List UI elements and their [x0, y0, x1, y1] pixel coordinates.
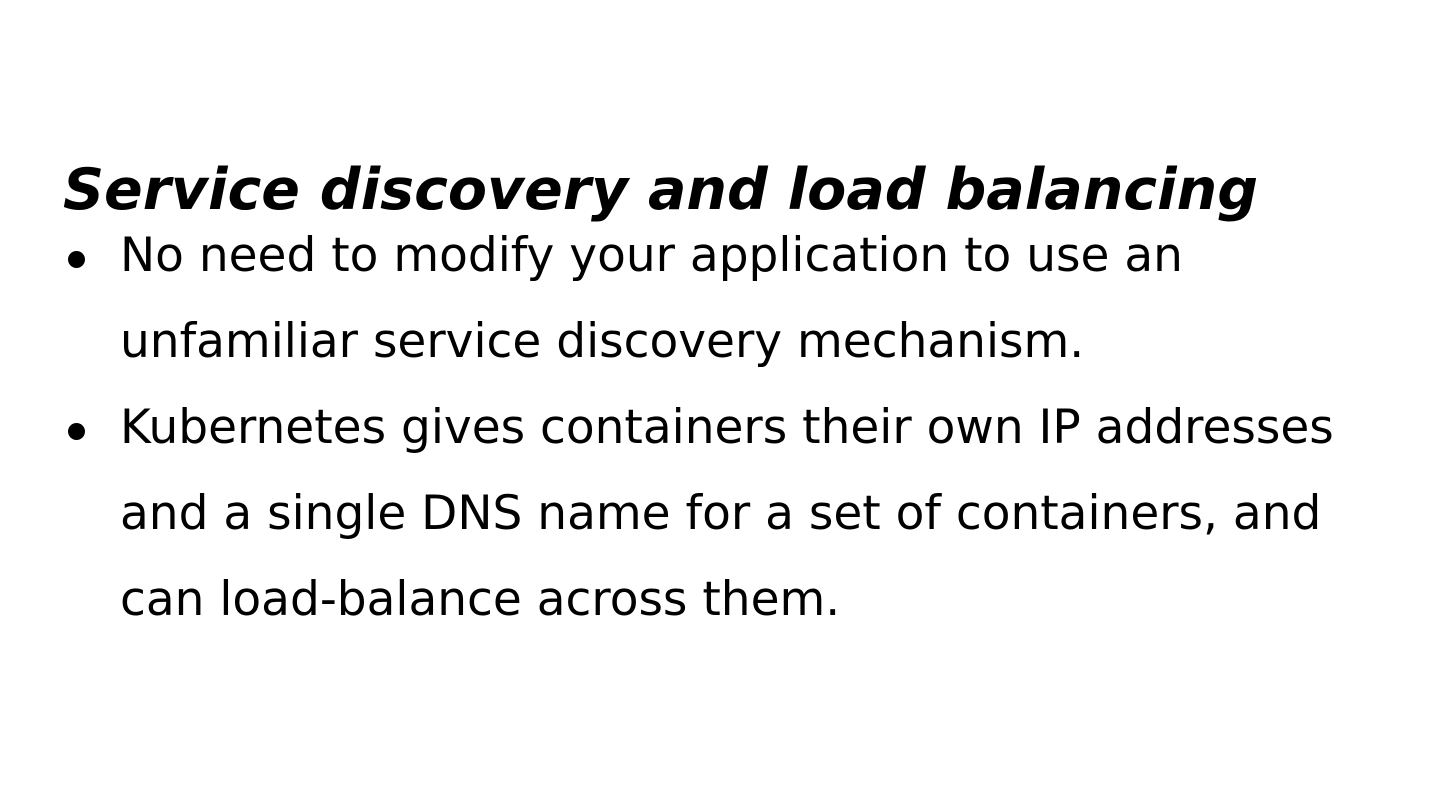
list-item [68, 385, 1378, 643]
bullet-marker-icon [68, 251, 85, 268]
list-item [68, 213, 1378, 385]
bullet-line: Kubernetes gives containers their own IP addresses [120, 400, 1334, 455]
slide-title: Service discovery and load balancing [63, 157, 1258, 224]
bullet-list [68, 213, 1378, 643]
bullet-line: unfamiliar service discovery mechanism. [120, 314, 1085, 369]
bullet-line: can load-balance across them. [120, 572, 841, 627]
bullet-line: No need to modify your application to use an [120, 228, 1183, 283]
bullet-line: and a single DNS name for a set of containers, and [120, 486, 1322, 541]
bullet-marker-icon [68, 423, 85, 440]
